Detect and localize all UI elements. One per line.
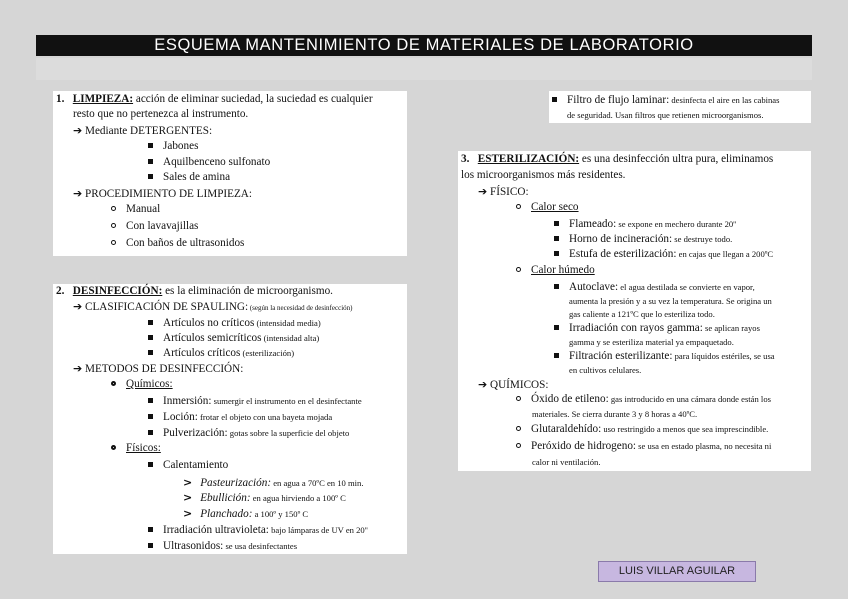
item-name: Loción:	[163, 411, 198, 423]
item-desc: en agua a 70ºC en 10 min.	[271, 478, 364, 488]
heading-desinfeccion: DESINFECCIÓN:	[72, 285, 163, 297]
item-desc: se usa en estado plasma, no necesita ni	[636, 441, 772, 451]
item-name: Calentamiento	[163, 459, 229, 471]
item-name: Ebullición:	[200, 492, 251, 504]
list-item	[554, 218, 736, 231]
item-name: Artículos semicríticos	[163, 332, 262, 344]
esterilizacion-text: es una desinfección ultra pura, eliminamos	[579, 153, 774, 165]
list-item	[554, 233, 732, 246]
detergentes-subheading	[73, 124, 212, 138]
square-bullet-icon	[552, 97, 557, 102]
list-item	[554, 281, 755, 294]
item-desc: gotas sobre la superficie del objeto	[227, 428, 350, 438]
detergentes-label: Mediante DETERGENTES:	[85, 125, 213, 137]
list-item	[148, 347, 294, 360]
item-name: Pasteurización:	[200, 477, 272, 489]
item-desc: frotar el objeto con una bayeta mojada	[197, 412, 333, 422]
section-number: 3.	[461, 153, 470, 165]
list-item	[148, 540, 297, 553]
list-item	[148, 171, 230, 184]
procedimiento-subheading	[73, 187, 252, 201]
list-item-text: Con baños de ultrasonidos	[126, 237, 245, 249]
circle-bullet-icon	[516, 204, 521, 209]
author-badge: LUIS VILLAR AGUILAR	[598, 561, 756, 582]
page-title: ESQUEMA MANTENIMIENTO DE MATERIALES DE LABORATORIO	[36, 35, 812, 56]
section-number: 1.	[56, 93, 65, 105]
item-name: Irradiación con rayos gamma:	[569, 322, 703, 334]
square-bullet-icon	[148, 430, 153, 435]
list-item	[516, 440, 771, 453]
item-name: Filtro de flujo laminar:	[567, 94, 670, 106]
arrow-right-icon: ➔	[73, 124, 83, 137]
chevron-right-icon: >	[183, 476, 193, 489]
item-name: Inmersión:	[163, 395, 212, 407]
list-item	[516, 393, 771, 406]
item-name: Pulverización:	[163, 427, 228, 439]
square-bullet-icon	[148, 320, 153, 325]
square-bullet-icon	[554, 236, 559, 241]
item-name: Peróxido de hidrogeno:	[531, 440, 637, 452]
calor-humedo-text: Calor húmedo	[531, 264, 595, 276]
etileno-desc-2: materiales. Se cierra durante 3 y 8 horas a 40ºC.	[532, 409, 698, 419]
item-name: Glutaraldehído:	[531, 423, 602, 435]
list-item-text: Con lavavajillas	[126, 220, 199, 232]
item-desc: para líquidos estériles, se usa	[672, 351, 775, 361]
square-bullet-icon	[554, 325, 559, 330]
item-desc: se destruye todo.	[672, 234, 733, 244]
item-note: (esterilización)	[240, 348, 295, 358]
list-item-text: Manual	[126, 203, 161, 215]
section-number: 2.	[56, 285, 65, 297]
arrow-right-icon: ➔	[73, 362, 83, 375]
item-desc: bajo lámparas de UV en 20''	[268, 525, 368, 535]
circle-bullet-icon	[516, 426, 521, 431]
list-item	[111, 237, 244, 250]
list-item	[148, 317, 321, 330]
item-desc: en agua hirviendo a 100º C	[250, 493, 346, 503]
list-item	[183, 507, 308, 521]
chevron-right-icon: >	[183, 491, 193, 504]
metodos-label: METODOS DE DESINFECCIÓN:	[85, 363, 244, 375]
chevron-right-icon: >	[183, 507, 193, 520]
item-desc: desinfecta el aire en las cabinas	[669, 95, 780, 105]
item-name: Planchado:	[200, 508, 253, 520]
item-name: Artículos críticos	[163, 347, 241, 359]
fisicos-text: Físicos:	[126, 442, 161, 454]
gamma-desc-2: gamma y se esteriliza material ya empaquetado.	[569, 337, 734, 347]
item-name: Horno de incineración:	[569, 233, 673, 245]
square-bullet-icon	[148, 414, 153, 419]
list-item	[111, 220, 198, 233]
section-esterilizacion-heading	[461, 153, 773, 166]
item-desc: en cajas que llegan a 200ºC	[676, 249, 774, 259]
list-item	[554, 248, 773, 261]
circle-bullet-icon	[516, 443, 521, 448]
item-desc: sumergir el instrumento en el desinfectante	[211, 396, 362, 406]
square-bullet-icon	[554, 251, 559, 256]
item-note: (intensidad media)	[254, 318, 321, 328]
item-name: Ultrasonidos:	[163, 540, 224, 552]
arrow-right-icon: ➔	[478, 185, 488, 198]
list-item	[148, 156, 270, 169]
square-bullet-icon	[148, 159, 153, 164]
circle-bullet-icon	[111, 381, 116, 386]
square-bullet-icon	[554, 284, 559, 289]
list-item-text: Sales de amina	[163, 171, 231, 183]
list-item-text: Aquilbenceno sulfonato	[163, 156, 271, 168]
circle-bullet-icon	[111, 240, 116, 245]
quimicos-label	[111, 378, 173, 391]
section-limpieza-heading	[56, 93, 373, 106]
limpieza-text-2: resto que no pertenezca al instrumento.	[73, 108, 249, 120]
circle-bullet-icon	[111, 206, 116, 211]
limpieza-text: acción de eliminar suciedad, la suciedad es cualquier	[133, 93, 373, 105]
item-desc: se expone en mechero durante 20''	[616, 219, 737, 229]
item-desc: gas introducido en una cámara donde están los	[608, 394, 771, 404]
item-desc: se usa desinfectantes	[223, 541, 298, 551]
autoclave-desc-3: gas caliente a 121ºC que lo esteriliza todo.	[569, 309, 715, 319]
quimicos-label: QUÍMICOS:	[490, 379, 549, 391]
title-band	[36, 58, 812, 80]
quimicos-text: Químicos:	[126, 378, 173, 390]
item-name: Flameado:	[569, 218, 617, 230]
spauling-subheading	[73, 300, 352, 315]
list-item	[183, 476, 363, 490]
spauling-label: CLASIFICACIÓN DE SPAULING:	[85, 301, 249, 313]
arrow-right-icon: ➔	[73, 187, 83, 200]
flujo-desc-2: de seguridad. Usan filtros que retienen microorganismos.	[567, 110, 764, 120]
calor-seco-text: Calor seco	[531, 201, 579, 213]
list-item	[148, 140, 198, 153]
section-desinfeccion-heading	[56, 285, 333, 298]
calor-humedo-label	[516, 264, 595, 277]
list-item	[552, 94, 779, 107]
desinfeccion-text: es la eliminación de microorganismo.	[162, 285, 333, 297]
fisico-label: FÍSICO:	[490, 186, 529, 198]
circle-bullet-icon	[111, 223, 116, 228]
peroxido-desc-2: calor ni ventilación.	[532, 457, 601, 467]
square-bullet-icon	[148, 543, 153, 548]
fisicos-label	[111, 442, 161, 455]
square-bullet-icon	[148, 350, 153, 355]
square-bullet-icon	[148, 143, 153, 148]
circle-bullet-icon	[111, 445, 116, 450]
arrow-right-icon: ➔	[73, 300, 83, 313]
item-name: Estufa de esterilización:	[569, 248, 677, 260]
list-item	[183, 491, 346, 505]
square-bullet-icon	[148, 462, 153, 467]
item-name: Irradiación ultravioleta:	[163, 524, 269, 536]
list-item	[516, 423, 768, 436]
list-item	[148, 411, 332, 424]
list-item	[111, 203, 160, 216]
list-item	[148, 459, 228, 472]
spauling-note: (según la necesidad de desinfección)	[248, 304, 353, 312]
item-desc: se aplican rayos	[702, 323, 760, 333]
item-name: Óxido de etileno:	[531, 393, 609, 405]
square-bullet-icon	[554, 353, 559, 358]
list-item	[148, 524, 368, 537]
list-item-text: Jabones	[163, 140, 199, 152]
procedimiento-label: PROCEDIMIENTO DE LIMPIEZA:	[85, 188, 252, 200]
quimicos-subheading	[478, 378, 548, 392]
esterilizacion-text-2: los microorganismos más residentes.	[461, 169, 626, 181]
list-item	[554, 350, 775, 363]
item-name: Artículos no críticos	[163, 317, 255, 329]
circle-bullet-icon	[516, 267, 521, 272]
item-desc: el agua destilada se convierte en vapor,	[618, 282, 755, 292]
square-bullet-icon	[148, 174, 153, 179]
square-bullet-icon	[554, 221, 559, 226]
square-bullet-icon	[148, 335, 153, 340]
item-desc: a 100º y 150º C	[252, 509, 309, 519]
heading-esterilizacion: ESTERILIZACIÓN:	[477, 153, 580, 165]
list-item	[554, 322, 760, 335]
item-name: Filtración esterilizante:	[569, 350, 673, 362]
item-name: Autoclave:	[569, 281, 619, 293]
item-desc: uso restringido a menos que sea imprescindible.	[601, 424, 769, 434]
list-item	[148, 395, 362, 408]
autoclave-desc-2: aumenta la presión y a su vez la temperatura. Se origina un	[569, 296, 772, 306]
metodos-subheading	[73, 362, 243, 376]
circle-bullet-icon	[516, 396, 521, 401]
heading-limpieza: LIMPIEZA:	[72, 93, 134, 105]
fisico-subheading	[478, 185, 529, 199]
square-bullet-icon	[148, 527, 153, 532]
calor-seco-label	[516, 201, 579, 214]
filtracion-desc-2: en cultivos celulares.	[569, 365, 642, 375]
square-bullet-icon	[148, 398, 153, 403]
list-item	[148, 332, 319, 345]
arrow-right-icon: ➔	[478, 378, 488, 391]
item-note: (intensidad alta)	[261, 333, 320, 343]
list-item	[148, 427, 349, 440]
